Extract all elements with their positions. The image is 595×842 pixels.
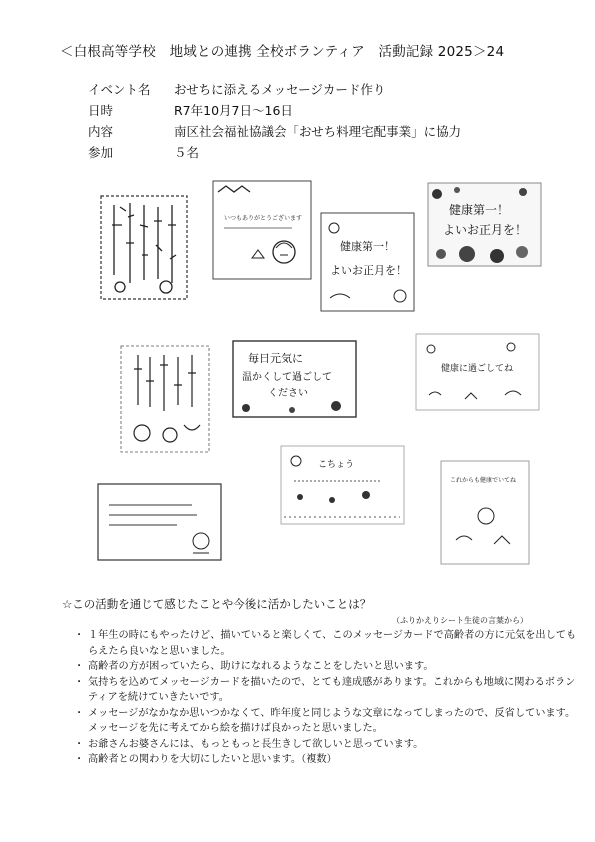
info-row-content: [88, 122, 461, 140]
page-title: ＜白根高等学校 地域との連携 全校ボランティア 活動記録 2025＞24: [60, 44, 505, 60]
list-item: ・ 高齢者の方が困っていたら、助けになれるようなことをしたいと思います。: [78, 659, 578, 675]
card-text: こちょう: [318, 460, 355, 470]
message-card-photo-5: [120, 345, 210, 453]
card-text: 健康第一！: [340, 240, 395, 253]
card-text: 毎日元気に: [248, 352, 303, 365]
info-value: おせちに添えるメッセージカード作り: [174, 82, 386, 97]
comment-list: [78, 628, 578, 768]
card-text: いつもありがとうございます: [224, 215, 303, 222]
list-item: ・ メッセージがなかなか思いつかなくて、昨年度と同じような文章になってしまったので、反省しています。メッセージを先に考えてから絵を描けば良かったと思いました。: [78, 706, 578, 737]
info-value: ５名: [174, 145, 200, 160]
info-key: 参加: [88, 145, 114, 160]
card-text: 温かくして過ごして: [242, 372, 332, 383]
card-text: 健康第一！: [449, 203, 510, 217]
list-item: ・ お爺さんお婆さんには、もっともっと長生きして欲しいと思っています。: [78, 737, 578, 753]
info-key: 日時: [88, 103, 114, 118]
info-row-event: [88, 80, 385, 98]
message-card-photo-6: [232, 340, 357, 418]
card-text: これからも健康でいてね: [450, 477, 517, 484]
message-card-photo-7: [415, 333, 540, 411]
message-card-photo-4: [427, 182, 542, 267]
card-text: よいお正月を！: [330, 264, 407, 277]
message-card-photo-1: [100, 195, 188, 300]
reflection-source: （ふりかえりシート生徒の言葉から）: [392, 616, 528, 625]
info-row-date: [88, 101, 293, 119]
message-card-photo-9: [440, 460, 530, 565]
info-key: 内容: [88, 124, 114, 139]
card-text: 健康に過ごしてね: [441, 364, 514, 374]
list-item: ・ 気持ちを込めてメッセージカードを描いたので、とても達成感があります。これからも地域に関わるボランティアを続けていきたいです。: [78, 675, 578, 706]
message-card-photo-8: [280, 445, 405, 525]
info-key: イベント名: [88, 82, 151, 97]
card-text: よいお正月を！: [443, 223, 528, 237]
info-row-participants: [88, 143, 199, 161]
list-item: ・ １年生の時にもやったけど、描いていると楽しくて、このメッセージカードで高齢者の方に元気を出してもらえたら良いなと思いました。: [78, 628, 578, 659]
info-value: 南区社会福祉協議会「おせち料理宅配事業」に協力: [174, 124, 462, 139]
message-card-photo-10: [97, 483, 222, 561]
message-card-photo-2: [212, 180, 312, 280]
card-text: ください: [268, 388, 308, 399]
message-card-photo-3: [320, 212, 415, 312]
reflection-question: ☆この活動を通じて感じたことや今後に活かしたいことは？: [62, 597, 372, 611]
list-item: ・ 高齢者との関わりを大切にしたいと思います。（複数）: [78, 752, 578, 768]
info-value: R7年10月7日～16日: [174, 103, 293, 118]
